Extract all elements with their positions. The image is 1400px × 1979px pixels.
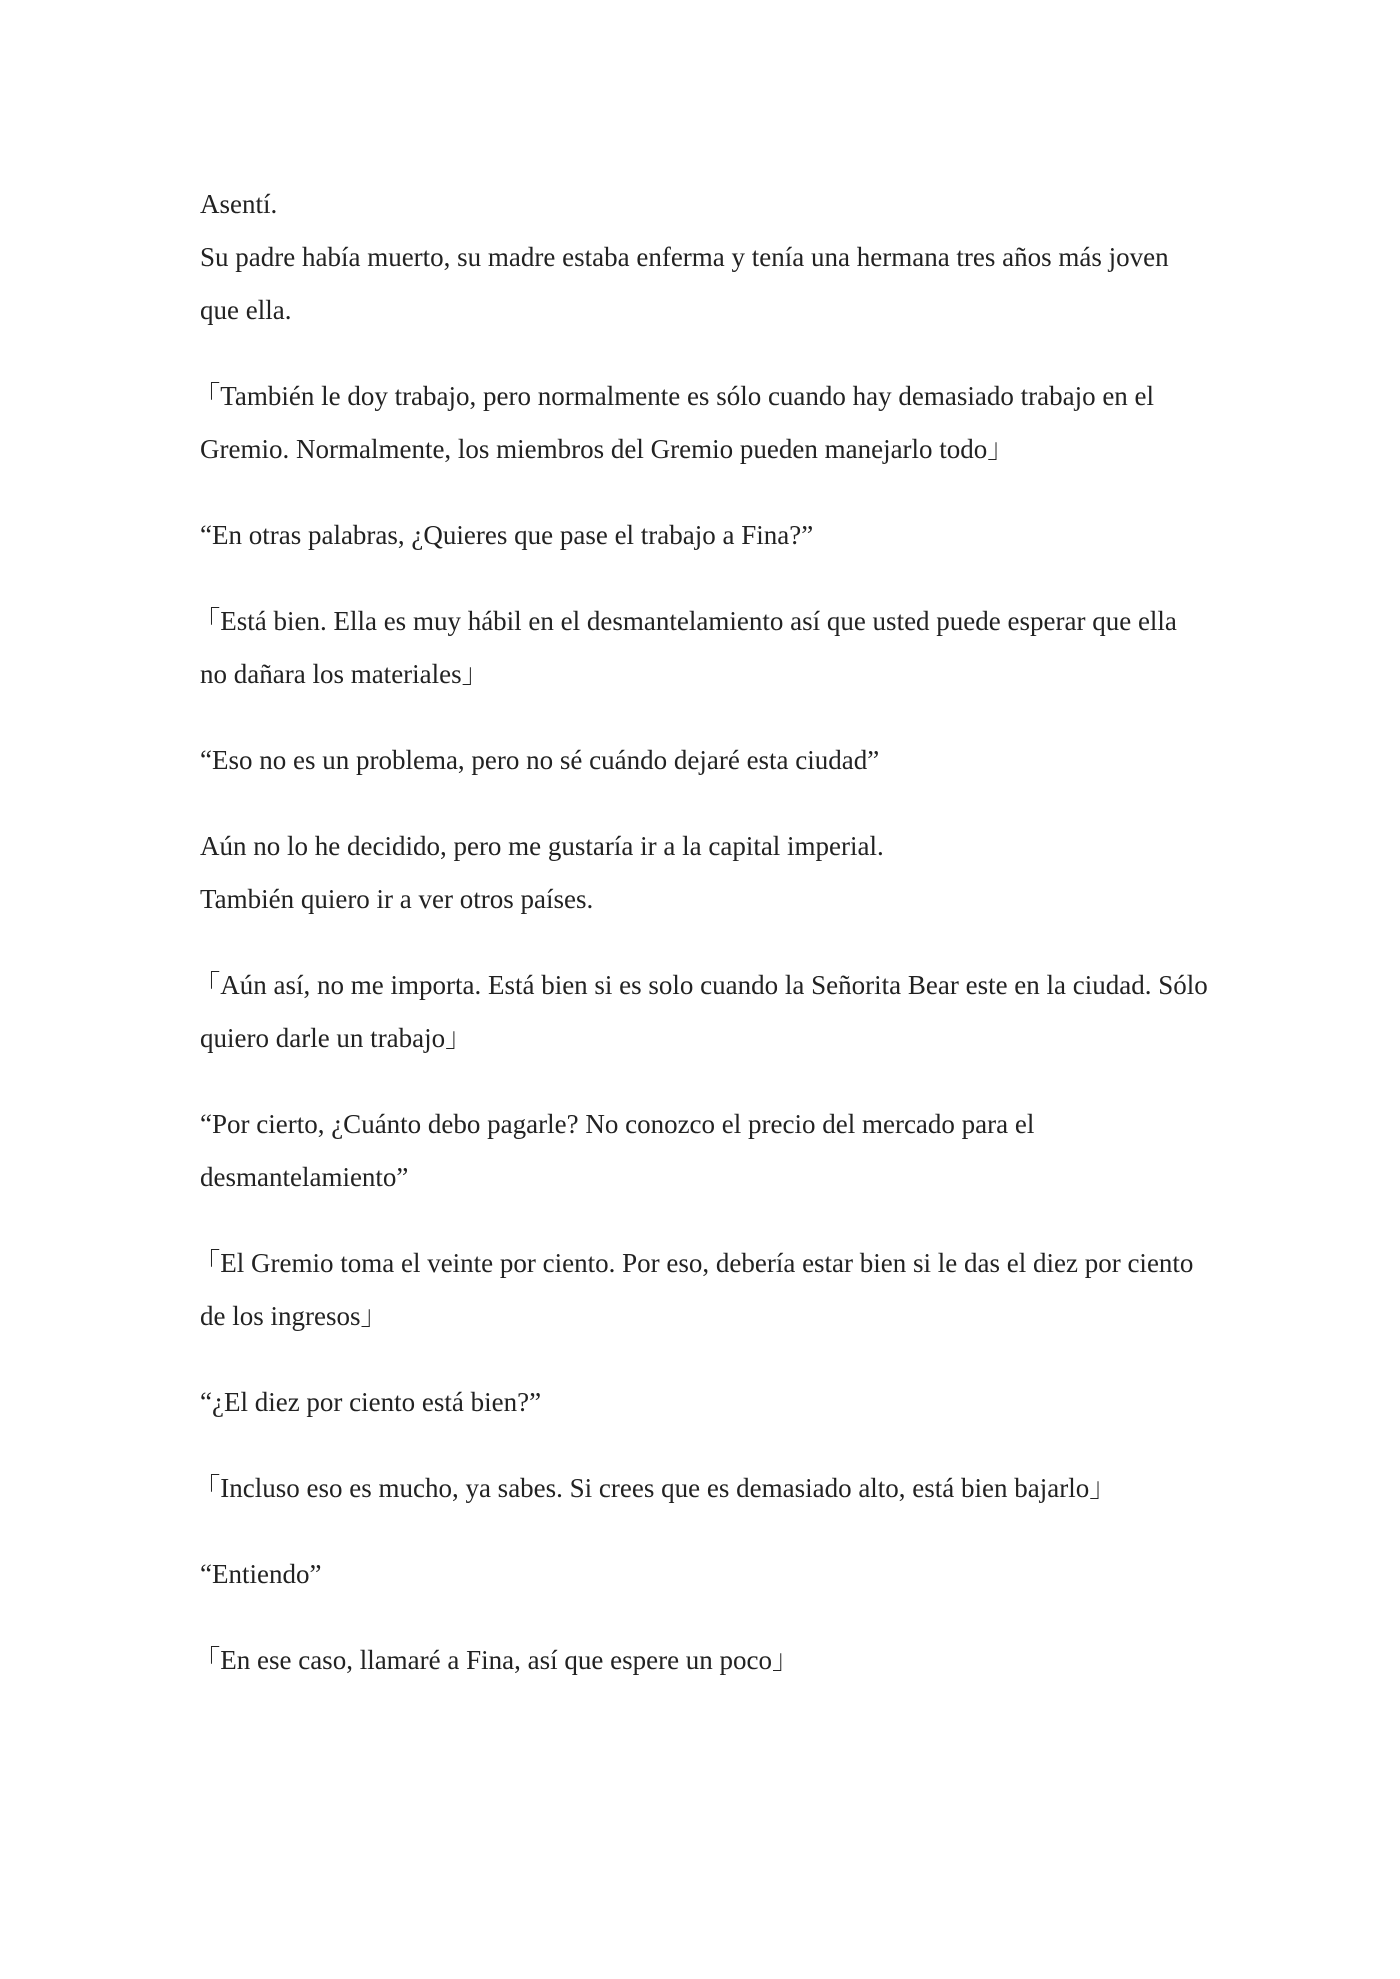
paragraph-asenti: Asentí. [200,189,278,219]
paragraph-dialogue-veinte: ｢El Gremio toma el veinte por ciento. Por eso, debería estar bien si le das el diez por ciento de los ingresos｣ [200,1248,1201,1331]
paragraph-dialogue-habil: ｢Está bien. Ella es muy hábil en el desmantelamiento así que usted puede esperar que ella no dañara los materiales｣ [200,606,1184,689]
paragraph-dialogue-entiendo: “Entiendo” [200,1559,322,1589]
paragraph-dialogue-mucho: ｢Incluso eso es mucho, ya sabes. Si crees que es demasiado alto, está bien bajarlo｣ [200,1473,1103,1503]
document-page [200,178,1215,1687]
paragraph-dialogue-diez: “¿El diez por ciento está bien?” [200,1387,542,1417]
paragraph-dialogue-importa: ｢Aún así, no me importa. Está bien si es solo cuando la Señorita Bear este en la ciudad. Sólo quiero darle un trabajo｣ [200,970,1215,1053]
paragraph-narration-capital: Aún no lo he decidido, pero me gustaría ir a la capital imperial. [200,831,884,861]
paragraph-dialogue-trabajo: ｢También le doy trabajo, pero normalmente es sólo cuando hay demasiado trabajo en el Gremio. Normalmente, los miembros del Gremio pueden manejarlo todo｣ [200,381,1161,464]
paragraph-dialogue-llamare: ｢En ese caso, llamaré a Fina, así que espere un poco｣ [200,1645,786,1675]
paragraph-narration-paises: También quiero ir a ver otros países. [200,884,594,914]
paragraph-dialogue-problema: “Eso no es un problema, pero no sé cuándo dejaré esta ciudad” [200,745,880,775]
paragraph-dialogue-pagarle: “Por cierto, ¿Cuánto debo pagarle? No conozco el precio del mercado para el desmantelamiento” [200,1109,1042,1192]
paragraph-dialogue-fina: “En otras palabras, ¿Quieres que pase el trabajo a Fina?” [200,520,814,550]
paragraph-narration-padre: Su padre había muerto, su madre estaba enferma y tenía una hermana tres años más joven que ella. [200,242,1176,325]
